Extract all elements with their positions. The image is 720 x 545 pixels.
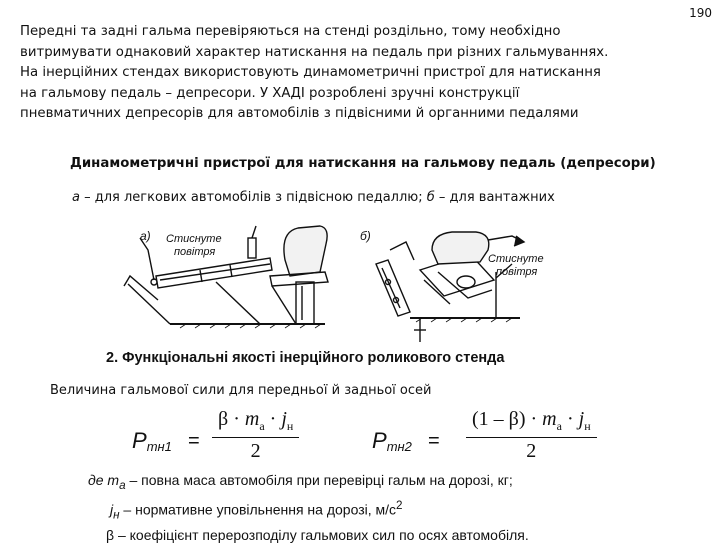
decel-symbol: j (281, 408, 287, 430)
dot: · (530, 408, 538, 430)
figure-label-a: а) (140, 229, 151, 243)
beta-symbol: β (218, 408, 229, 430)
def-beta-symbol: β (106, 527, 115, 544)
figure-label-b: б) (360, 229, 371, 243)
p1-symbol: P (132, 428, 147, 453)
formula-1-fraction (212, 408, 299, 463)
def-mass-sub: а (119, 478, 126, 492)
definitions (88, 470, 529, 545)
intro-line: пневматичних депресорів для автомобілів з підвісними й органними педалями (20, 106, 579, 121)
depressor-a-drawing (124, 226, 328, 328)
p2-equals: = (428, 430, 440, 452)
intro-paragraph (20, 22, 690, 125)
dot: · (233, 408, 240, 430)
p1-equals: = (188, 430, 200, 452)
definition-beta (88, 525, 529, 545)
mass-subscript: а (259, 419, 265, 433)
formula-1-numerator (212, 408, 299, 438)
depressor-b-drawing (376, 232, 524, 342)
caption-a-text: – для легкових автомобілів з підвісною педаллю; (79, 190, 427, 205)
formula-intro: Величина гальмової сили для передньої й задньої осей (50, 383, 432, 398)
def-mass-text: – повна маса автомобіля при перевірці гальм на дорозі, кг; (125, 472, 513, 488)
def-beta-text: – коефіцієнт перерозподілу гальмових сил по осях автомобіля. (114, 527, 529, 544)
formula-2-denominator: 2 (526, 440, 537, 462)
p2-subscript: тн2 (386, 439, 412, 454)
intro-line: Передні та задні гальма перевіряються на стенді роздільно, тому необхідно (20, 24, 561, 39)
air-label-b-line1: Стиснуте (488, 253, 544, 265)
decel-symbol: j (578, 408, 585, 430)
def-decel-sub: н (113, 508, 120, 522)
figure-caption (72, 190, 555, 205)
figure-title: Динамометричні пристрої для натискання на гальмову педаль (депресори) (70, 156, 656, 171)
intro-line: витримувати однаковий характер натискання на педаль при різних гальмуваннях. (20, 44, 609, 60)
mass-symbol: m (244, 408, 260, 430)
formula-2-fraction (466, 408, 597, 463)
p1-subscript: тн1 (146, 439, 172, 454)
def-decel-sup: 2 (396, 498, 403, 512)
formula-2-numerator (466, 408, 597, 438)
depressor-drawing (120, 220, 544, 342)
p2-label (372, 428, 412, 454)
section-title: 2. Функціональні якості інерційного роликового стенда (106, 350, 505, 366)
dot: · (269, 408, 277, 430)
p2-symbol: P (372, 428, 387, 453)
air-label-a-line1: Стиснуте (166, 233, 222, 245)
caption-b-text: – для вантажних (434, 190, 555, 205)
def-prefix: де (88, 472, 108, 488)
intro-line: На інерційних стендах використовують динамометричні пристрої для натискання (20, 65, 601, 80)
definition-decel (88, 496, 529, 525)
def-decel-text: – нормативне уповільнення на дорозі, м/с (119, 501, 397, 518)
dot: · (566, 408, 574, 430)
air-label-b-line2: повітря (496, 266, 538, 278)
def-decel-symbol: j (110, 501, 114, 518)
one-minus-beta: (1 – β) (472, 408, 526, 430)
decel-subscript: н (286, 419, 294, 433)
decel-subscript: н (584, 419, 591, 433)
formula-1-denominator: 2 (250, 440, 261, 462)
mass-symbol: m (542, 408, 557, 430)
air-label-a-line2: повітря (174, 246, 216, 258)
intro-line: на гальмову педаль – депресори. У ХАДІ розроблені зручні конструкції (20, 85, 520, 101)
caption-a-letter: а (72, 190, 80, 205)
definition-mass (88, 470, 529, 496)
caption-b-letter: б (426, 190, 435, 205)
page-number: 190 (689, 6, 712, 20)
def-mass-symbol: m (107, 472, 120, 488)
mass-subscript: а (556, 419, 562, 433)
p1-label (132, 428, 172, 454)
